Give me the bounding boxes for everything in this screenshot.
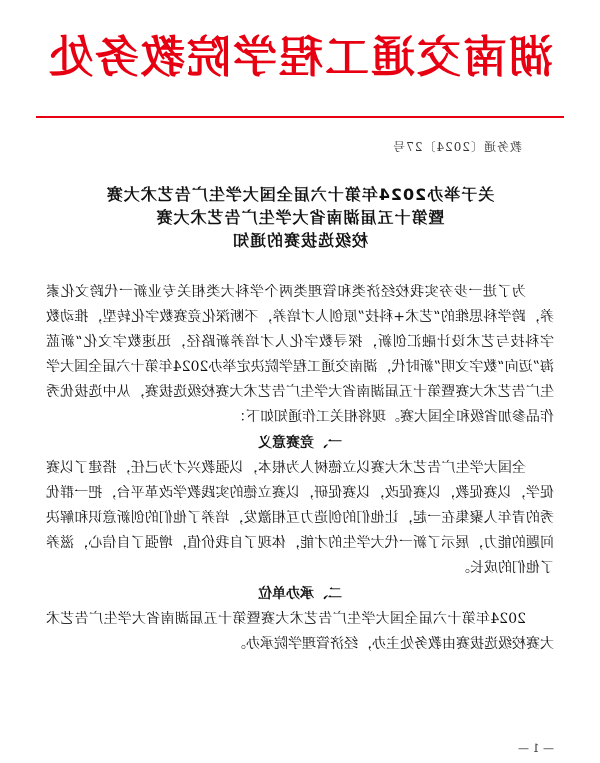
title-line-2: 暨第十五届湖南省大学生广告艺术大赛 [155, 208, 445, 227]
section-1-paragraph: 全国大学生广告艺术大赛以立德树人为根本，以强教兴才为己任，搭建了以赛促学，以赛促教，以赛促改，以赛促研，以赛立德的实践教学改革平台，把一群优秀的青年人聚集在一起，让他们的创造力互相激发，培养了他们的创新意识和解决问题的能力，展示了新一代大学生的才能，体现了自我价值，增强了自信心，滋养了他们的成长。 [46, 460, 554, 576]
red-divider-line [36, 116, 564, 118]
notice-body [46, 280, 554, 657]
title-line-1: 关于举办2024年第十六届全国大学生广告艺术大赛 [105, 185, 495, 204]
section-2-paragraph: 2024年第十六届全国大学生广告艺术大赛暨第十五届湖南省大学生广告艺术大赛校级选拔赛由教务处主办，经济管理学院承办。 [46, 611, 554, 652]
title-line-3: 校级选拔赛的通知 [232, 231, 369, 250]
document-number: 教务通〔2024〕27号 [392, 140, 522, 154]
page-number: — 1 — [518, 742, 554, 755]
notice-title [46, 183, 554, 252]
section-1-heading: 一、竞赛意义 [258, 435, 342, 451]
section-2-heading: 二、承办单位 [258, 586, 342, 602]
masthead-title: 湖南交通工程学院教务处 [47, 32, 553, 83]
intro-paragraph: 为了进一步夯实我校经济类和管理类两个学科大类相关专业新一代跨文化素养，跨学科思维的“艺术+科技”原创人才培养，不断深化竞赛数字化转型，推动数字科技与艺术设计融汇创新，探寻数字化人才培养新路径，迅速数字文化“新蓝海”迈向“数字文明”新时代，湖南交通工程学院决定举办2024年第十六届全国大学生广告艺术大赛暨第十五届湖南省大学生广告艺术大赛校级选拔赛，从中选拔优秀作品参加省级和全国大赛。现将相关工作通知如下： [46, 284, 554, 425]
